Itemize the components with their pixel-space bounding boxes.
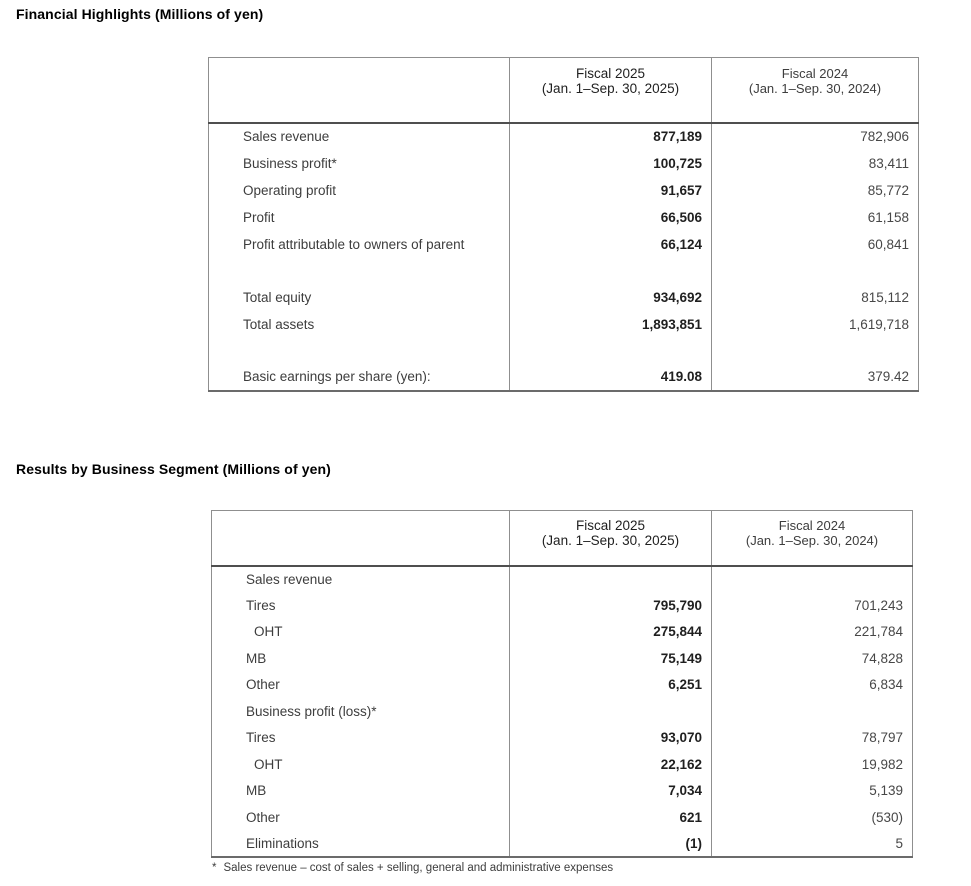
row-label: Sales revenue	[246, 571, 333, 587]
row-label: Other	[246, 677, 280, 693]
fiscal-2024-value: 60,841	[712, 231, 919, 258]
row-label: Profit attributable to owners of parent	[243, 236, 465, 252]
table-row	[212, 778, 913, 805]
fiscal-2024-period: (Jan. 1–Sep. 30, 2024)	[748, 81, 882, 96]
row-label: OHT	[254, 624, 283, 640]
fiscal-2025-value: 6,251	[510, 672, 712, 699]
table-row	[212, 645, 913, 672]
row-label: Tires	[246, 730, 276, 746]
row-label: Other	[246, 809, 280, 825]
fiscal-2025-value: 1,893,851	[510, 311, 712, 338]
empty-header-cell	[212, 511, 510, 566]
table-row	[209, 311, 919, 338]
fiscal-2025-value: 22,162	[510, 751, 712, 778]
fiscal-2024-value: 61,158	[712, 204, 919, 231]
row-label: OHT	[254, 756, 283, 772]
header-row	[209, 58, 919, 123]
fiscal-2025-label: Fiscal 2025	[575, 66, 646, 81]
fiscal-2024-value: 5,139	[712, 778, 913, 805]
fiscal-2025-header-lines	[510, 58, 711, 106]
fiscal-2024-label: Fiscal 2024	[781, 66, 849, 81]
fiscal-2024-value	[712, 698, 913, 725]
fiscal-2025-value: 91,657	[510, 177, 712, 204]
row-label: Sales revenue	[243, 129, 330, 144]
table-row	[212, 566, 913, 593]
table-row	[209, 364, 919, 391]
row-label: Basic earnings per share (yen):	[243, 369, 431, 384]
fiscal-2024-value: 1,619,718	[712, 311, 919, 338]
fiscal-2024-column-header	[712, 511, 913, 566]
fiscal-2025-value: 419.08	[510, 364, 712, 391]
empty-cell	[712, 258, 919, 284]
fiscal-2025-value	[510, 566, 712, 593]
empty-cell	[209, 338, 510, 364]
table-row	[209, 177, 919, 204]
table-row	[212, 698, 913, 725]
business-segment-table	[211, 510, 913, 858]
fiscal-2024-value: (530)	[712, 804, 913, 831]
row-label: Operating profit	[243, 182, 337, 198]
table-row	[212, 592, 913, 619]
fiscal-2025-label: Fiscal 2025	[575, 518, 646, 533]
fiscal-2024-value: 74,828	[712, 645, 913, 672]
empty-cell	[510, 258, 712, 284]
business-segment-body	[212, 566, 913, 858]
fiscal-2024-value: 815,112	[712, 284, 919, 311]
table-row	[209, 150, 919, 177]
fiscal-2024-value: 83,411	[712, 150, 919, 177]
fiscal-2024-value: 78,797	[712, 725, 913, 752]
fiscal-2025-column-header	[510, 511, 712, 566]
fiscal-2024-value	[712, 566, 913, 593]
empty-cell	[510, 338, 712, 364]
financial-highlights-body	[209, 123, 919, 391]
fiscal-2024-value: 782,906	[712, 123, 919, 150]
table-row	[212, 804, 913, 831]
fiscal-2025-value: 621	[510, 804, 712, 831]
table-row	[212, 672, 913, 699]
business-segment-title: Results by Business Segment (Millions of yen)	[16, 461, 331, 477]
fiscal-2024-header-lines	[712, 511, 912, 556]
fiscal-2025-value	[510, 698, 712, 725]
fiscal-2024-header-lines	[712, 58, 918, 106]
fiscal-2025-value: 795,790	[510, 592, 712, 619]
fiscal-2024-value: 19,982	[712, 751, 913, 778]
table-row	[212, 619, 913, 646]
fiscal-2024-label: Fiscal 2024	[778, 518, 846, 533]
fiscal-2024-value: 5	[712, 831, 913, 858]
fiscal-2025-value: 93,070	[510, 725, 712, 752]
fiscal-2025-value: 877,189	[510, 123, 712, 150]
row-label: Business profit (loss)*	[246, 703, 377, 719]
spacer-row	[209, 338, 919, 364]
table-row	[209, 231, 919, 258]
fiscal-2025-value: 66,124	[510, 231, 712, 258]
row-label: Profit	[243, 209, 275, 225]
fiscal-2025-column-header	[510, 58, 712, 123]
fiscal-2024-value: 221,784	[712, 619, 913, 646]
fiscal-2024-value: 85,772	[712, 177, 919, 204]
empty-header-cell	[209, 58, 510, 123]
fiscal-2025-value: 275,844	[510, 619, 712, 646]
row-label: MB	[246, 783, 267, 799]
fiscal-2024-value: 6,834	[712, 672, 913, 699]
empty-cell	[209, 258, 510, 284]
spacer-row	[209, 258, 919, 284]
footnote	[212, 862, 613, 874]
table-row	[212, 831, 913, 858]
row-label: MB	[246, 650, 267, 666]
fiscal-2025-value: 7,034	[510, 778, 712, 805]
fiscal-2024-column-header	[712, 58, 919, 123]
financial-highlights-title: Financial Highlights (Millions of yen)	[16, 6, 264, 22]
table-row	[212, 725, 913, 752]
footnote-marker: *	[212, 862, 217, 874]
empty-cell	[712, 338, 919, 364]
row-label: Eliminations	[246, 835, 319, 851]
header-row	[212, 511, 913, 566]
row-label: Total assets	[243, 316, 315, 332]
table-row	[209, 204, 919, 231]
row-label: Tires	[246, 597, 276, 613]
fiscal-2025-value: 100,725	[510, 150, 712, 177]
fiscal-2025-value: 75,149	[510, 645, 712, 672]
fiscal-2024-period: (Jan. 1–Sep. 30, 2024)	[745, 533, 879, 548]
table-row	[209, 123, 919, 150]
footnote-text: Sales revenue – cost of sales + selling, general and administrative expenses	[223, 862, 614, 874]
fiscal-2025-period: (Jan. 1–Sep. 30, 2025)	[541, 533, 680, 548]
fiscal-2024-value: 379.42	[712, 364, 919, 391]
fiscal-2025-value: 66,506	[510, 204, 712, 231]
row-label: Total equity	[243, 289, 312, 305]
table-row	[212, 751, 913, 778]
fiscal-2025-value: 934,692	[510, 284, 712, 311]
fiscal-2025-period: (Jan. 1–Sep. 30, 2025)	[541, 81, 680, 96]
financial-highlights-table	[208, 57, 919, 392]
table-row	[209, 284, 919, 311]
row-label: Business profit*	[243, 155, 337, 171]
fiscal-2025-value: (1)	[510, 831, 712, 858]
fiscal-2025-header-lines	[510, 511, 711, 556]
fiscal-2024-value: 701,243	[712, 592, 913, 619]
